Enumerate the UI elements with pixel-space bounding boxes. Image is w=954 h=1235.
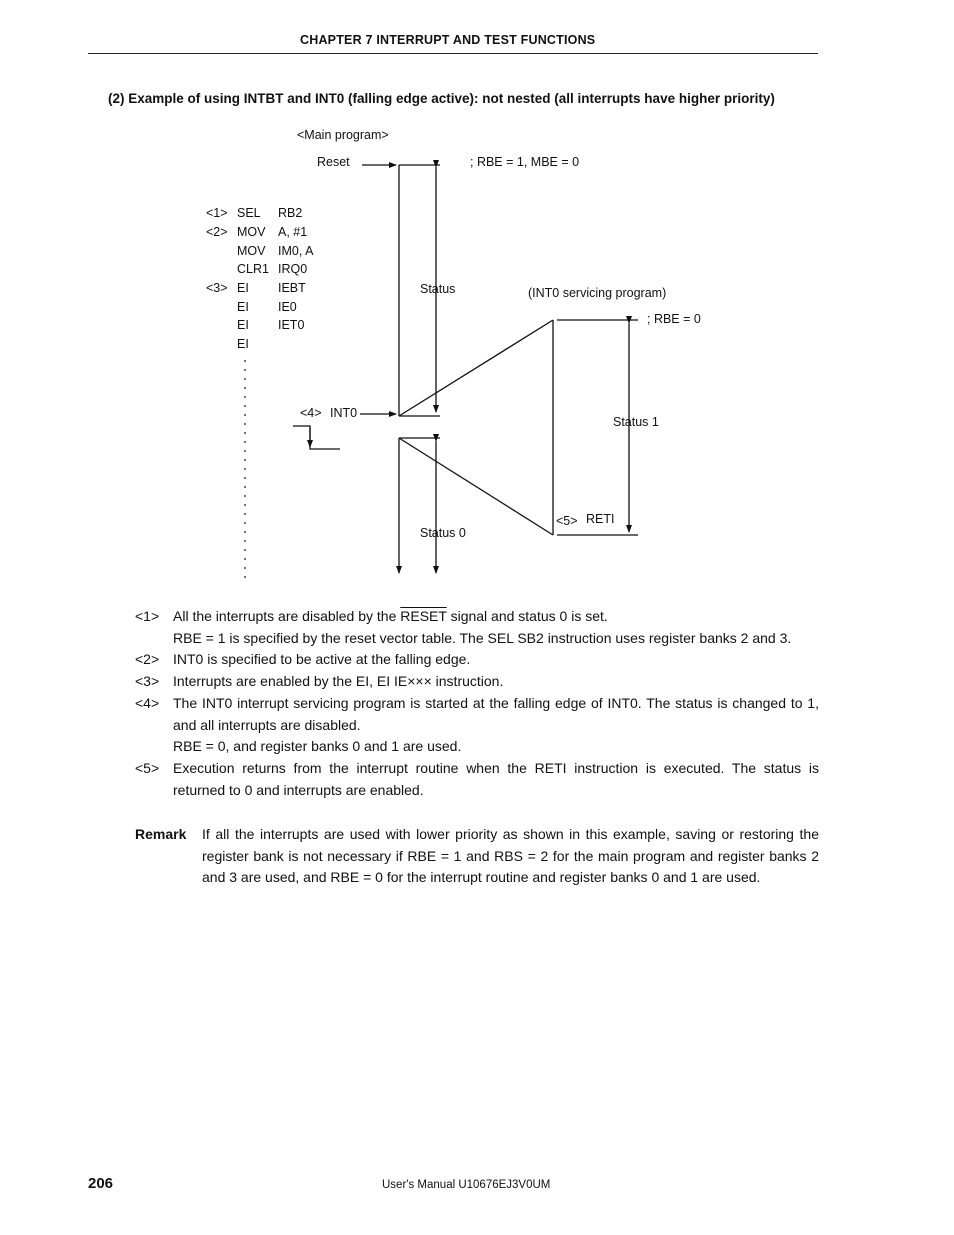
branch-to-service xyxy=(399,320,553,416)
chapter-header: CHAPTER 7 INTERRUPT AND TEST FUNCTIONS xyxy=(300,33,596,47)
code-arg: IEBT xyxy=(278,281,306,295)
note-2-text: INT0 is specified to be active at the falling edge. xyxy=(173,651,471,667)
int0-label: INT0 xyxy=(330,406,358,420)
note-tag: <5> xyxy=(135,760,160,776)
int0-service-label: (INT0 servicing program) xyxy=(528,286,667,300)
note-1-line-2: RBE = 1 is specified by the reset vector table. The SEL SB2 instruction uses register banks 2 and 3. xyxy=(173,629,792,646)
code-arg: IE0 xyxy=(278,300,297,314)
note-1-line-1: All the interrupts are disabled by the RESET signal and status 0 is set. xyxy=(173,608,608,624)
falling-edge-waveform xyxy=(293,426,340,449)
code-tag: <2> xyxy=(206,225,228,239)
code-tag: <3> xyxy=(206,281,228,295)
code-arg: IM0, A xyxy=(278,244,314,258)
code-arg: IRQ0 xyxy=(278,262,308,276)
note-tag: <4> xyxy=(135,695,160,711)
code-op: EI xyxy=(237,281,249,295)
remark-text: If all the interrupts are used with lower priority as shown in this example, saving or restoring the register bank is not necessary if RBE = 1 and RBS = 2 for the main program and register banks 2 and 3 are used, and RBE = 0 for the interrupt routine and register banks 0 and 1 are used. xyxy=(202,826,819,885)
reti-label: RETI xyxy=(586,512,615,526)
note-4-line-2: RBE = 0, and register banks 0 and 1 are used. xyxy=(173,738,462,754)
main-program-label: <Main program> xyxy=(297,128,389,142)
int0-tag: <4> xyxy=(300,406,322,420)
code-op: MOV xyxy=(237,225,266,239)
reset-comment: ; RBE = 1, MBE = 0 xyxy=(470,155,580,169)
code-arg: RB2 xyxy=(278,206,303,220)
remark xyxy=(135,824,819,889)
status0-label: Status 0 xyxy=(420,526,466,540)
note-4-text: The INT0 interrupt servicing program is started at the falling edge of INT0. The status is changed to 1, and all interrupts are disabled. xyxy=(173,695,819,733)
page-number: 206 xyxy=(88,1175,114,1192)
note-tag: <1> xyxy=(135,608,160,624)
code-op: MOV xyxy=(237,244,266,258)
code-tag: <1> xyxy=(206,206,228,220)
code-op: EI xyxy=(237,318,249,332)
section-title: (2) Example of using INTBT and INT0 (falling edge active): not nested (all interrupts have higher priority) xyxy=(108,91,775,106)
note-1 xyxy=(135,606,819,649)
note-5-text: Execution returns from the interrupt routine when the RETI instruction is executed. The status is returned to 0 and interrupts are enabled. xyxy=(173,760,819,798)
remark-label: Remark xyxy=(135,826,187,842)
reti-tag: <5> xyxy=(556,514,578,528)
code-arg: A, #1 xyxy=(278,225,308,239)
status1-label: Status 1 xyxy=(613,415,659,429)
note-tag: <3> xyxy=(135,673,160,689)
reset-label: Reset xyxy=(317,155,350,169)
rbe0-comment: ; RBE = 0 xyxy=(647,312,701,326)
continuation-dots xyxy=(244,360,246,578)
code-op: EI xyxy=(237,300,249,314)
note-3-text: Interrupts are enabled by the EI, EI IE××× instruction. xyxy=(173,673,504,689)
code-op: EI xyxy=(237,337,249,351)
return-from-service xyxy=(399,438,553,535)
code-arg: IET0 xyxy=(278,318,305,332)
reset-signal-name: RESET xyxy=(400,608,447,624)
code-op: SEL xyxy=(237,206,261,220)
note-4 xyxy=(135,693,819,758)
footer-manual-id: User's Manual U10676EJ3V0UM xyxy=(382,1179,551,1191)
note-5 xyxy=(135,758,819,801)
code-op: CLR1 xyxy=(237,262,269,276)
note-tag: <2> xyxy=(135,651,160,667)
note-2 xyxy=(135,649,819,671)
note-3 xyxy=(135,671,819,693)
status-label: Status xyxy=(420,282,456,296)
